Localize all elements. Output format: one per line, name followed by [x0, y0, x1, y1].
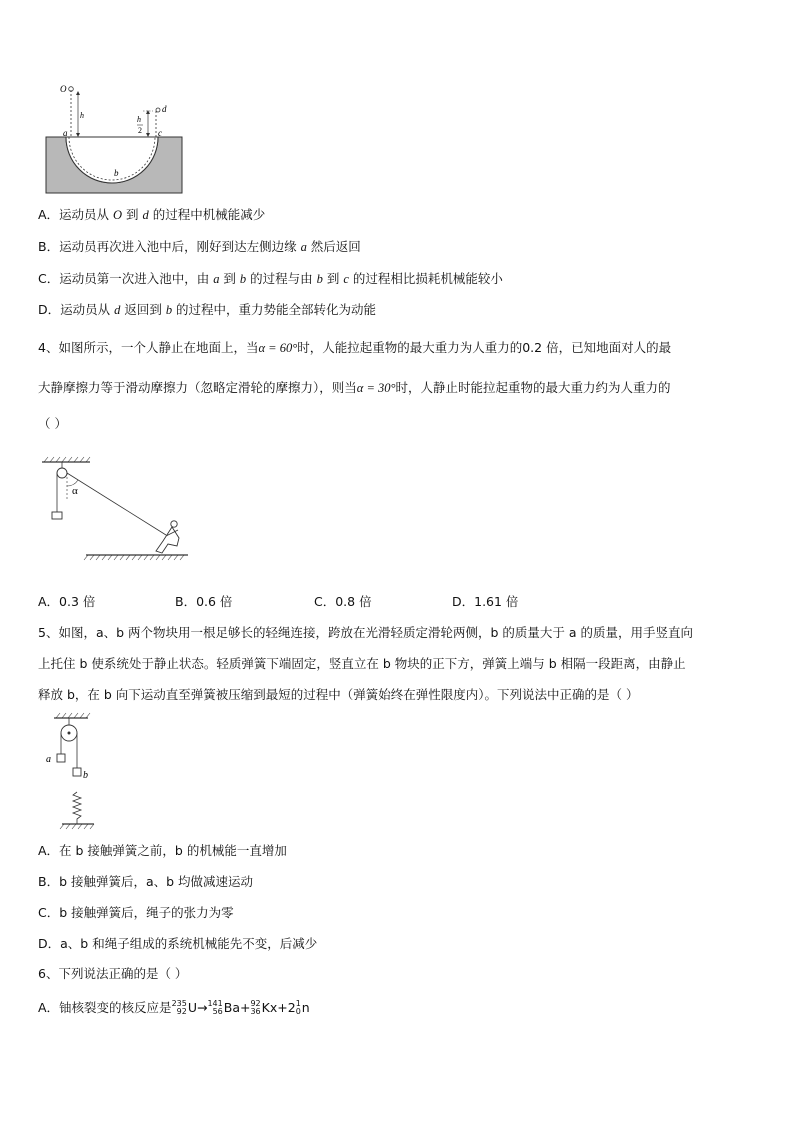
- label-b: b: [114, 168, 119, 178]
- label-h-half-num: h: [137, 115, 141, 124]
- q5-option-c: C．b 接触弹簧后，绳子的张力为零: [38, 905, 234, 920]
- label-c: c: [158, 128, 162, 138]
- q5-option-b: B．b 接触弹簧后，a、b 均做减速运动: [38, 874, 254, 889]
- block-a: [57, 754, 65, 762]
- q4-stem-line1: 4、如图所示，一个人静止在地面上，当α = 60°时，人能拉起重物的最大重力为人重力的0.2 倍，已知地面对人的最: [38, 340, 672, 355]
- label-d: d: [162, 104, 167, 114]
- q5-stem-line3: 释放 b，在 b 向下运动直至弹簧被压缩到最短的过程中（弹簧始终在弹性限度内）。下列说法中正确的是（ ）: [38, 687, 639, 702]
- q3-option-b: B．运动员再次进入池中后，刚好到达左侧边缘 a 然后返回: [38, 239, 361, 254]
- q4-option-c: C．0.8 倍: [314, 594, 372, 609]
- q6-option-a: A．铀核裂变的核反应是 235 92 U→ 141 56 Ba+ 92 36 Kx+2 1 0 n: [38, 999, 310, 1016]
- pulley: [57, 468, 67, 478]
- q4-option-b: B．0.6 倍: [175, 594, 233, 609]
- label-b-q5: b: [83, 770, 88, 781]
- half-pipe-figure: [40, 80, 200, 196]
- q4-option-a: A．0.3 倍: [38, 594, 96, 609]
- q5-stem-line2: 上托住 b 使系统处于静止状态。轻质弹簧下端固定，竖直立在 b 物块的正下方，弹簧上端与 b 相隔一段距离，由静止: [38, 656, 686, 671]
- label-alpha: α: [72, 485, 78, 497]
- q5-option-a: A．在 b 接触弹簧之前，b 的机械能一直增加: [38, 843, 287, 858]
- block-b: [73, 768, 81, 776]
- q4-stem-line2: 大静摩擦力等于滑动摩擦力（忽略定滑轮的摩擦力），则当α = 30°时，人静止时能拉起重物的最大重力约为人重力的: [38, 380, 671, 395]
- pulley-person-figure: [38, 456, 198, 566]
- q6-stem: 6、下列说法正确的是（ ）: [38, 966, 188, 981]
- label-a-q5: a: [46, 754, 51, 765]
- q3-option-d: D．运动员从 d 返回到 b 的过程中，重力势能全部转化为动能: [38, 302, 377, 317]
- q4-answer-paren: （ ）: [38, 416, 67, 431]
- label-h: h: [80, 111, 84, 120]
- label-O: O: [60, 84, 67, 94]
- q5-option-d: D．a、b 和绳子组成的系统机械能先不变，后减少: [38, 936, 318, 951]
- hanging-weight: [52, 512, 62, 519]
- q4-option-d: D．1.61 倍: [452, 594, 519, 609]
- pulley-spring-figure: [42, 712, 112, 832]
- person-figure: [156, 521, 179, 553]
- q3-option-c: C．运动员第一次进入池中，由 a 到 b 的过程与由 b 到 c 的过程相比损耗机械能较小: [38, 271, 503, 286]
- label-a: a: [63, 128, 68, 138]
- q5-stem-line1: 5、如图，a、b 两个物块用一根足够长的轻绳连接，跨放在光滑轻质定滑轮两侧，b 的质量大于 a 的质量，用手竖直向: [38, 625, 694, 640]
- label-h-half-den: 2: [138, 126, 142, 135]
- q3-option-a: A．运动员从 O 到 d 的过程中机械能减少: [38, 207, 266, 222]
- spring: [73, 792, 81, 824]
